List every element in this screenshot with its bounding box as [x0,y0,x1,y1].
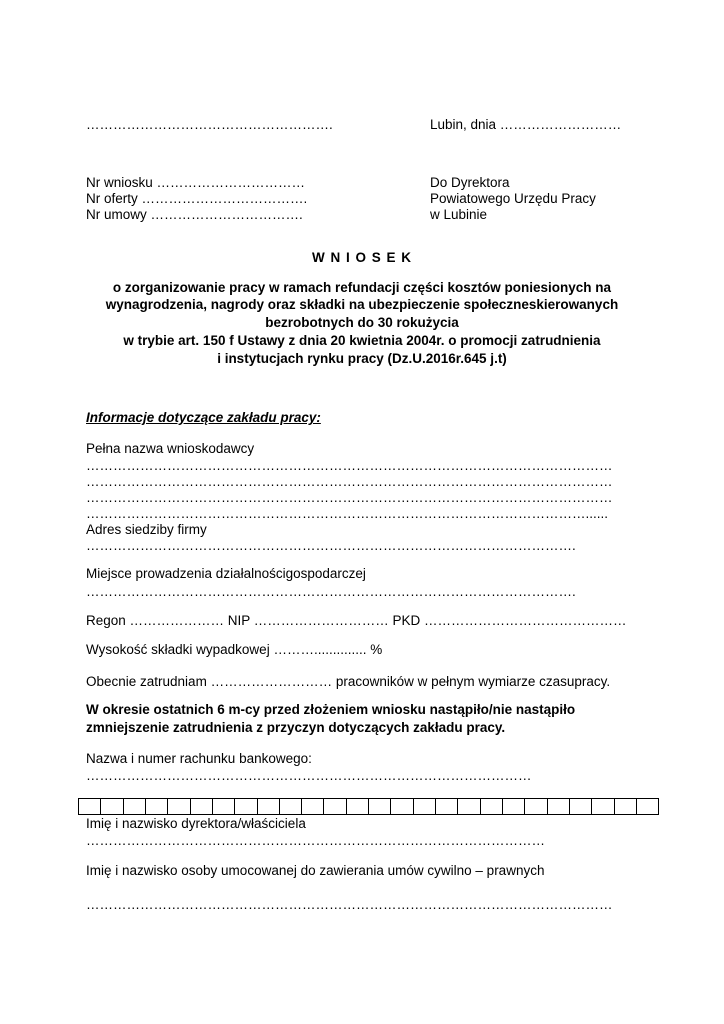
reduction-notice-line-1: W okresie ostatnich 6 m-cy przed złożeniem wniosku nastąpiło/nie nastąpiło [86,702,576,717]
full-name-line-4[interactable]: …………………………………………………………………………………………………...... [86,506,609,521]
employment-line[interactable]: Obecnie zatrudniam ……………………… pracowników w pełnym wymiarze czasupracy. [86,674,611,689]
business-place-label: Miejsce prowadzenia działalnościgospodarczej [86,566,366,581]
nr-wniosku: Nr wniosku …………………………… [86,175,306,190]
account-digit-cell[interactable] [124,799,146,814]
account-digit-cell[interactable] [503,799,525,814]
director-label: Imię i nazwisko dyrektora/właściciela [86,816,306,831]
account-digit-cell[interactable] [525,799,547,814]
section-heading: Informacje dotyczące zakładu pracy: [86,410,321,425]
account-digit-cell[interactable] [391,799,413,814]
subtitle-line-2: wynagrodzenia, nagrody oraz składki na ubezpieczenie społeczneskierowanych [105,297,619,312]
full-name-label: Pełna nazwa wnioskodawcy [86,441,255,456]
account-digit-cell[interactable] [235,799,257,814]
subtitle-line-5: i instytucjach rynku pracy (Dz.U.2016r.645 j.t) [217,351,507,366]
account-number-grid[interactable] [78,798,659,815]
full-name-line-1[interactable]: ……………………………………………………………………………………………………… [86,458,613,473]
account-digit-cell[interactable] [481,799,503,814]
account-digit-cell[interactable] [436,799,458,814]
document-title: W N I O S E K [311,250,412,265]
reduction-notice-line-2: zmniejszenie zatrudnienia z przyczyn dotyczących zakładu pracy. [86,720,506,735]
account-digit-cell[interactable] [458,799,480,814]
full-name-line-3[interactable]: ……………………………………………………………………………………………………… [86,490,613,505]
authorized-person-label: Imię i nazwisko osoby umocowanej do zawierania umów cywilno – prawnych [86,863,545,878]
nr-oferty: Nr oferty ………………………………. [86,191,308,206]
nr-umowy: Nr umowy ……………………………. [86,207,303,222]
account-digit-cell[interactable] [101,799,123,814]
director-line[interactable]: ………………………………………………………………………………………… [86,833,545,848]
account-digit-cell[interactable] [324,799,346,814]
account-digit-cell[interactable] [79,799,101,814]
place-date: Lubin, dnia ……………………… [430,117,622,132]
regon-nip-pkd-line[interactable]: Regon ………………… NIP ………………………… PKD ……………………………………… [86,613,627,628]
account-digit-cell[interactable] [570,799,592,814]
addressee-line-2: Powiatowego Urzędu Pracy [430,191,596,206]
bank-label: Nazwa i numer rachunku bankowego: [86,751,312,766]
authorized-person-line[interactable]: ……………………………………………………………………………………………………… [86,897,613,912]
account-digit-cell[interactable] [637,799,658,814]
account-digit-cell[interactable] [280,799,302,814]
account-digit-cell[interactable] [592,799,614,814]
account-digit-cell[interactable] [168,799,190,814]
subtitle-line-3: bezrobotnych do 30 rokużycia [265,315,459,330]
account-digit-cell[interactable] [213,799,235,814]
bank-line[interactable]: ……………………………………………………………………………………… [86,768,532,783]
addressee-line-3: w Lubinie [430,207,488,222]
account-digit-cell[interactable] [191,799,213,814]
full-name-line-2[interactable]: ……………………………………………………………………………………………………… [86,474,613,489]
addressee-line-1: Do Dyrektora [430,175,510,190]
account-digit-cell[interactable] [369,799,391,814]
account-digit-cell[interactable] [414,799,436,814]
account-digit-cell[interactable] [347,799,369,814]
account-digit-cell[interactable] [146,799,168,814]
account-digit-cell[interactable] [258,799,280,814]
address-label: Adres siedziby firmy [86,522,207,537]
signature-dots: ………………………………………………. [86,117,333,132]
account-digit-cell[interactable] [548,799,570,814]
account-digit-cell[interactable] [615,799,637,814]
accident-contribution-line[interactable]: Wysokość składki wypadkowej ……….............. % [86,642,383,657]
subtitle-line-1: o zorganizowanie pracy w ramach refundacji części kosztów poniesionych na [112,280,612,295]
address-line[interactable]: ………………………………………………………………………………………………. [86,538,576,553]
business-place-line[interactable]: ………………………………………………………………………………………………. [86,584,576,599]
subtitle-line-4: w trybie art. 150 f Ustawy z dnia 20 kwietnia 2004r. o promocji zatrudnienia [123,333,601,348]
account-digit-cell[interactable] [302,799,324,814]
